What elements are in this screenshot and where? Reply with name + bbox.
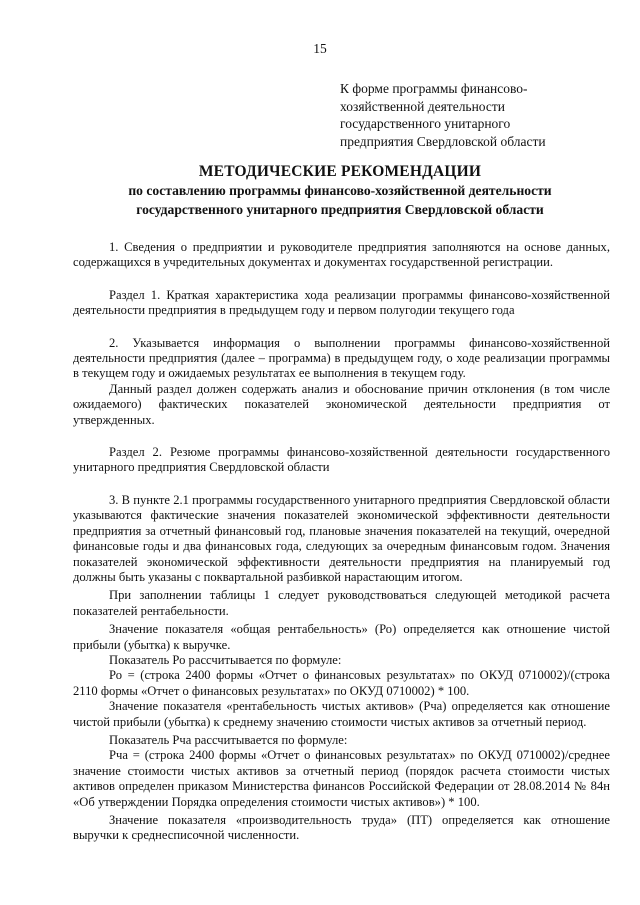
paragraph: Значение показателя «общая рентабельность» (Ро) определяется как отношение чистой прибыли (убытка) к выручке. xyxy=(73,622,610,652)
paragraph: 3. В пункте 2.1 программы государственного унитарного предприятия Свердловской области указываются фактические значения показателей экономической эффективности деятельности предприятия за отчетный финансовый год, плановые значения показателей на текущий, очередной финансовые годы и два финансовых года, следующих за очередным финансовым годом. Значения показателей экономической эффективности деятельности предприятия на планируемый год должны быть указаны с поквартальной разбивкой нарастающим итогом. xyxy=(73,492,610,584)
paragraph: При заполнении таблицы 1 следует руководствоваться следующей методикой расчета показателей рентабельности. xyxy=(73,588,610,618)
formula: Ро = (строка 2400 формы «Отчет о финансовых результатах» по ОКУД 0710002)/(строка 2110 формы «Отчет о финансовых результатах» по ОКУД 0710002) * 100. xyxy=(73,668,610,698)
page-number: 15 xyxy=(313,41,327,56)
paragraph: Значение показателя «рентабельность чистых активов» (Рча) определяется как отношение чистой прибыли (убытка) к среднему значению стоимости чистых активов за отчетный период. xyxy=(73,699,610,729)
paragraph: Показатель Ро рассчитывается по формуле: xyxy=(109,652,342,667)
paragraph: Показатель Рча рассчитывается по формуле: xyxy=(109,732,348,747)
paragraph: 2. Указывается информация о выполнении программы финансово-хозяйственной деятельности предприятия (далее – программа) в предыдущем году, о ходе реализации программы в текущем году и ожидаемых результатах ее выполнения в текущем году. xyxy=(73,335,610,381)
paragraph: Данный раздел должен содержать анализ и обоснование причин отклонения (в том числе ожидаемого) фактических показателей экономической деятельности предприятия от утвержденных. xyxy=(73,381,610,427)
header-note-line: предприятия Свердловской области xyxy=(340,133,546,149)
formula: Рча = (строка 2400 формы «Отчет о финансовых результатах» по ОКУД 0710002)/среднее значение стоимости чистых активов за отчетный период (порядок расчета стоимости чистых активов определен приказом Министерства финансов Российской Федерации от 28.08.2014 № 84н «Об утверждении Порядка определения стоимости чистых активов») * 100. xyxy=(73,748,610,809)
title-main: МЕТОДИЧЕСКИЕ РЕКОМЕНДАЦИИ xyxy=(198,163,482,180)
title-subtitle-line2: государственного унитарного предприятия Свердловской области xyxy=(136,201,544,217)
header-note xyxy=(340,80,600,150)
paragraph: Значение показателя «производительность труда» (ПТ) определяется как отношение выручки к среднесписочной численности. xyxy=(73,813,610,843)
header-note-line: государственного унитарного xyxy=(340,116,511,131)
header-note-line: К форме программы финансово- xyxy=(340,81,528,96)
title-subtitle-line1: по составлению программы финансово-хозяйственной деятельности xyxy=(128,183,552,198)
section-heading: Раздел 1. Краткая характеристика хода реализации программы финансово-хозяйственной деятельности предприятия в предыдущем году и первом полугодии текущего года xyxy=(73,287,610,318)
document-body xyxy=(73,240,610,844)
paragraph: 1. Сведения о предприятии и руководителе предприятия заполняются на основе данных, содержащихся в учредительных документах и документах государственной регистрации. xyxy=(73,240,610,270)
section-heading: Раздел 2. Резюме программы финансово-хозяйственной деятельности государственного унитарного предприятия Свердловской области xyxy=(73,445,610,475)
document-title xyxy=(70,162,610,219)
header-note-line: хозяйственной деятельности xyxy=(340,98,506,114)
